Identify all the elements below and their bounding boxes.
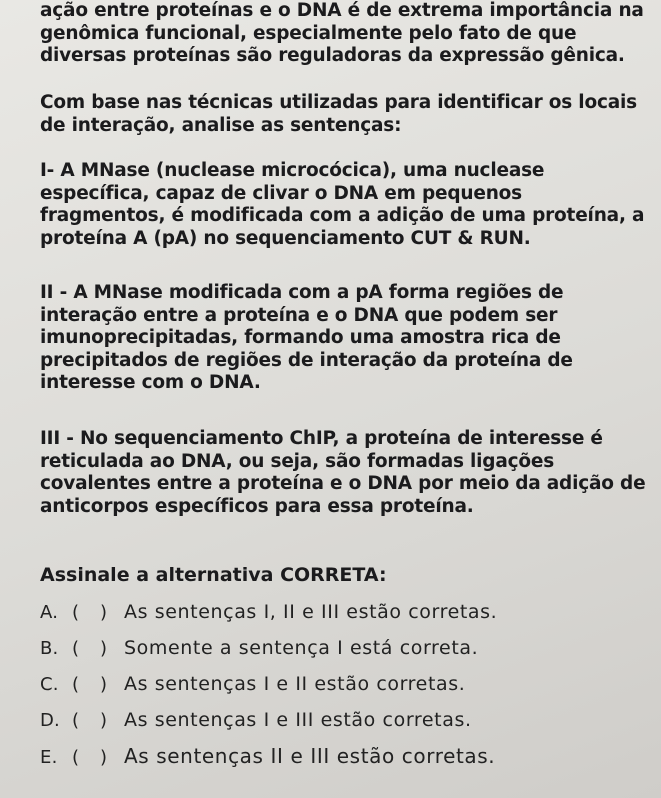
- question-instruction: Assinale a alternativa CORRETA:: [40, 564, 387, 586]
- option-e[interactable]: [40, 738, 640, 774]
- intro-paragraph: ação entre proteínas e o DNA é de extrema importância na genômica funcional, especialmente pelo fato de que diversas proteínas são reguladoras da expressão gênica.: [40, 0, 644, 66]
- statement-2: II - A MNase modificada com a pA forma regiões de interação entre a proteína e o DNA que podem ser imunoprecipitadas, formando uma amostra rica de precipitados de regiões de interação da proteína de interesse com o DNA.: [40, 282, 573, 393]
- context-paragraph: Com base nas técnicas utilizadas para identificar os locais de interação, analise as sentenças:: [40, 92, 637, 136]
- option-a[interactable]: [40, 594, 640, 630]
- option-checkbox-close: ): [100, 638, 108, 659]
- option-checkbox-close: ): [100, 602, 108, 623]
- option-text: As sentenças II e III estão corretas.: [124, 744, 496, 768]
- option-checkbox-close: ): [100, 674, 108, 695]
- option-checkbox-close: ): [100, 747, 108, 768]
- option-letter: D.: [40, 710, 60, 731]
- option-checkbox-open: (: [72, 710, 80, 731]
- option-d[interactable]: [40, 702, 640, 738]
- option-text: As sentenças I e II estão corretas.: [124, 673, 466, 695]
- option-checkbox-open: (: [72, 674, 80, 695]
- statement-1: I- A MNase (nuclease microcócica), uma nuclease específica, capaz de clivar o DNA em pequenos fragmentos, é modificada com a adição de uma proteína, a proteína A (pA) no sequenciamento CUT & RUN.: [40, 160, 645, 249]
- option-letter: A.: [40, 602, 59, 623]
- option-checkbox-close: ): [100, 710, 108, 731]
- option-text: As sentenças I, II e III estão corretas.: [124, 601, 498, 623]
- option-letter: C.: [40, 674, 59, 695]
- option-c[interactable]: [40, 666, 640, 702]
- statement-3: III - No sequenciamento ChIP, a proteína de interesse é reticulada ao DNA, ou seja, são formadas ligações covalentes entre a proteína e o DNA por meio da adição de anticorpos específicos para essa proteína.: [40, 428, 646, 517]
- option-checkbox-open: (: [72, 638, 80, 659]
- option-letter: E.: [40, 747, 58, 768]
- answer-options: [40, 594, 640, 774]
- option-checkbox-open: (: [72, 602, 80, 623]
- option-letter: B.: [40, 638, 59, 659]
- option-checkbox-open: (: [72, 747, 80, 768]
- option-b[interactable]: [40, 630, 640, 666]
- option-text: As sentenças I e III estão corretas.: [124, 709, 472, 731]
- option-text: Somente a sentença I está correta.: [124, 637, 479, 659]
